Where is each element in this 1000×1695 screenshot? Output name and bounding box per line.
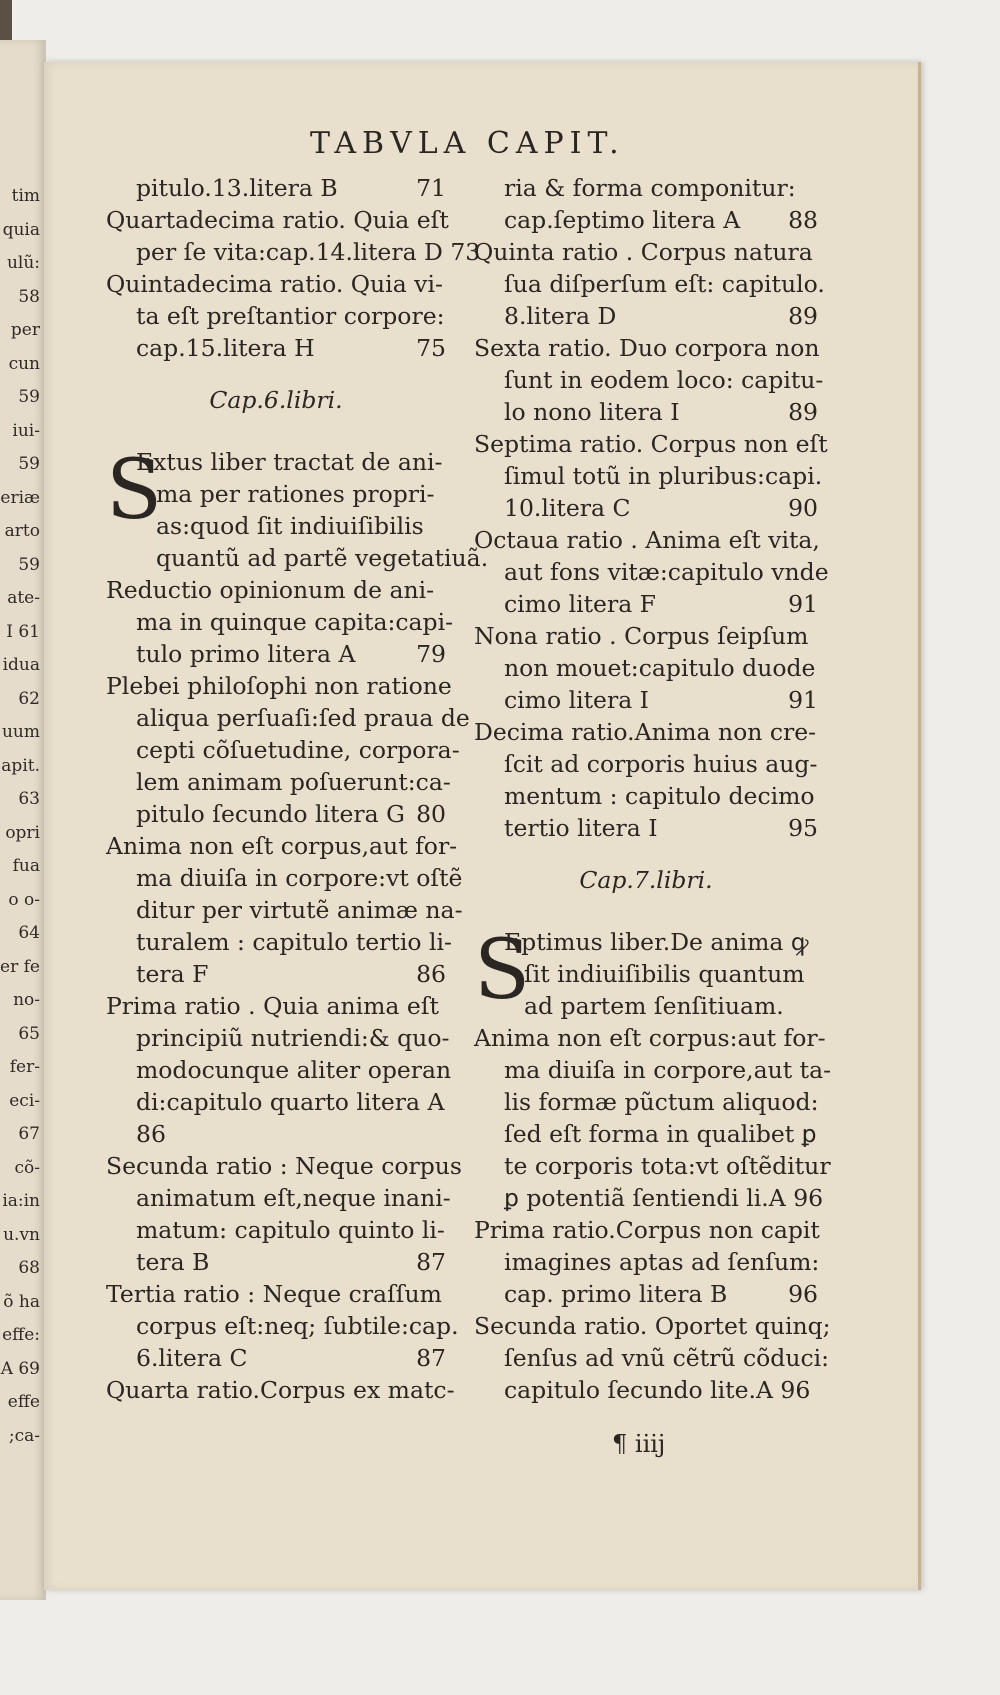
entry-text: cap. primo litera B (504, 1280, 728, 1308)
sliver-fragment: 68 (18, 1258, 40, 1278)
entry-text: cap.ſeptimo litera A (504, 206, 741, 234)
sliver-fragment: 59 (18, 554, 40, 575)
entry-page-number: 96 (788, 1280, 818, 1308)
index-entry-line (106, 1150, 462, 1182)
entry-text: non mouet:capitulo duode (504, 654, 816, 682)
index-entry-line (474, 1086, 818, 1118)
index-entry-line (106, 1310, 459, 1342)
intro-line: as:quod ſit indiuiſibilis (156, 512, 424, 540)
index-entry-line (106, 862, 463, 894)
intro-line: Eptimus liber.De anima ꝙ (504, 928, 809, 956)
index-entry-line (474, 1214, 818, 1246)
entry-text: pitulo ſecundo litera G (136, 800, 405, 828)
index-entry-line (474, 300, 818, 332)
sliver-fragment: cõ- (14, 1157, 40, 1178)
index-entry-line (474, 556, 829, 588)
entry-page-number: 79 (416, 640, 446, 668)
index-entry-line (106, 1214, 446, 1246)
index-entry-line (474, 460, 823, 492)
index-entry-line (474, 332, 818, 364)
entry-text: Decima ratio.Anima non cre- (474, 718, 817, 746)
index-entry-line (474, 1054, 832, 1086)
sliver-fragment: u.vn (3, 1224, 40, 1245)
entry-text: ſcit ad corporis huius aug- (504, 750, 818, 778)
entry-page-number: 71 (416, 174, 446, 202)
index-entry-line (474, 428, 828, 460)
sliver-fragment: õ ha (3, 1291, 40, 1312)
index-entry-line (106, 1086, 446, 1118)
index-entry-line (474, 1182, 824, 1214)
entry-text: ria & forma componitur: (504, 174, 796, 202)
entry-text: ſimul totũ in pluribus:capi. (504, 462, 823, 490)
index-entry-line (106, 1054, 452, 1086)
entry-page-number: 88 (788, 206, 818, 234)
sliver-fragment: arto (4, 521, 40, 541)
sliver-fragment: o o- (8, 889, 40, 910)
chapter-intro (474, 923, 818, 1022)
index-entry-line (106, 734, 460, 766)
entry-text: modocunque aliter operan (136, 1056, 452, 1084)
entry-text: ma diuiſa in corpore:vt oſtẽ (136, 864, 463, 892)
sliver-fragment: uum (1, 722, 40, 742)
intro-line: quantũ ad partẽ vegetatiuã. (156, 544, 489, 572)
index-entry-line (474, 1022, 826, 1054)
sliver-fragment: idua (2, 655, 40, 675)
intro-line: ma per rationes propri- (156, 480, 435, 508)
index-entry-line (474, 1278, 818, 1310)
chapter-intro (106, 443, 489, 574)
sliver-fragment: opri (5, 822, 40, 843)
facing-page-text-sliver (0, 180, 40, 1580)
index-entry-line (106, 1022, 450, 1054)
chapter-heading: Cap.7.libri. (579, 866, 713, 894)
entry-text: per ſe vita:cap.14.litera D 73 (136, 238, 481, 266)
index-entry-line (474, 780, 818, 812)
entry-text: 8.litera D (504, 302, 617, 330)
sliver-fragment: apit. (1, 755, 40, 776)
entry-page-number: 95 (788, 814, 818, 842)
index-entry-line (106, 1118, 446, 1150)
right-column (474, 172, 832, 1406)
sliver-fragment: tim (11, 186, 40, 206)
chapter-heading: Cap.6.libri. (209, 386, 343, 414)
entry-text: matum: capitulo quinto li- (136, 1216, 445, 1244)
index-entry-line (106, 1374, 455, 1406)
drop-cap-initial: S (474, 923, 531, 1018)
entry-text: Reductio opinionum de ani- (106, 576, 435, 604)
entry-text: Quinta ratio . Corpus natura (474, 238, 813, 266)
sliver-fragment: I 61 (6, 621, 40, 642)
index-entry-line (106, 1278, 446, 1310)
entry-text: ſenſus ad vnũ cẽtrũ cõduci: (504, 1344, 830, 1372)
index-entry-line (474, 204, 818, 236)
entry-text: Quintadecima ratio. Quia vi- (106, 270, 443, 298)
entry-page-number: 86 (416, 960, 446, 988)
entry-text: ꝑ potentiã ſentiendi li.A 96 (504, 1184, 824, 1212)
index-entry-line (106, 702, 470, 734)
left-column (106, 172, 489, 1406)
index-entry-line (106, 300, 446, 332)
sliver-fragment: 59 (18, 454, 40, 474)
entry-page-number: 91 (788, 686, 818, 714)
entry-text: corpus eſt:neq; ſubtile:cap. (136, 1312, 459, 1340)
entry-text: Secunda ratio. Oportet quinq; (474, 1312, 831, 1340)
entry-text: 6.litera C (136, 1344, 248, 1372)
index-entry-line (474, 1342, 830, 1374)
index-entry-line (106, 172, 446, 204)
entry-text: tera B (136, 1248, 210, 1276)
sliver-fragment: effe (7, 1392, 40, 1412)
index-entry-line (474, 620, 818, 652)
index-entry-line (474, 652, 818, 684)
entry-text: cap.15.litera H (136, 334, 315, 362)
entry-text: Anima non eſt corpus:aut for- (474, 1024, 826, 1052)
sliver-fragment: 62 (18, 688, 40, 709)
entry-text: tulo primo litera A (136, 640, 356, 668)
entry-text: principiũ nutriendi:& quo- (136, 1024, 450, 1052)
entry-text: cimo litera I (504, 686, 649, 714)
sliver-fragment: quia (2, 219, 40, 240)
index-entry-line (474, 812, 818, 844)
intro-line: ſit indiuiſibilis quantum (524, 960, 805, 988)
index-entry-line (474, 716, 818, 748)
entry-text: Prima ratio . Quia anima eſt (106, 992, 439, 1020)
entry-text: di:capitulo quarto litera A (136, 1088, 445, 1116)
index-entry-line (474, 1246, 818, 1278)
index-entry-line (106, 958, 446, 990)
entry-page-number: 90 (788, 494, 818, 522)
sliver-fragment: ;ca- (8, 1425, 40, 1446)
entry-text: cepti cõſuetudine, corpora- (136, 736, 460, 764)
index-entry-line (106, 204, 449, 236)
sliver-fragment: 65 (18, 1023, 40, 1044)
sliver-fragment: ia:in (2, 1191, 40, 1211)
signature-mark: ¶ iiij (612, 1430, 666, 1458)
entry-text: imagines aptas ad ſenſum: (504, 1248, 820, 1276)
entry-text: mentum : capitulo decimo (504, 782, 815, 810)
sliver-fragment: iui- (12, 420, 40, 441)
sliver-fragment: eriæ (0, 487, 40, 508)
entry-text: ſua diſperſum eſt: capitulo. (504, 270, 825, 298)
index-entry-line (474, 236, 818, 268)
sliver-fragment: effe: (2, 1325, 40, 1345)
entry-text: Quarta ratio.Corpus ex matc- (106, 1376, 455, 1404)
entry-text: capitulo ſecundo lite.A 96 (504, 1376, 811, 1404)
index-entry-line (106, 894, 463, 926)
entry-text: pitulo.13.litera B (136, 174, 338, 202)
sliver-fragment: 64 (18, 923, 40, 943)
index-entry-line (106, 670, 452, 702)
entry-page-number: 87 (416, 1344, 446, 1372)
entry-text: Plebei philoſophi non ratione (106, 672, 452, 700)
index-entry-line (474, 268, 825, 300)
index-entry-line (474, 588, 818, 620)
index-entry-line (474, 1374, 818, 1406)
index-entry-line (474, 524, 818, 556)
entry-text: lem animam poſuerunt:ca- (136, 768, 451, 796)
index-entry-line (106, 1182, 451, 1214)
sliver-fragment: per (10, 320, 40, 340)
index-entry-line (106, 766, 451, 798)
entry-page-number: 80 (416, 800, 446, 828)
entry-page-number: 87 (416, 1248, 446, 1276)
entry-text: Prima ratio.Corpus non capit (474, 1216, 820, 1244)
index-entry-line (474, 748, 818, 780)
entry-text: Quartadecima ratio. Quia eſt (106, 206, 449, 234)
index-entry-line (106, 332, 446, 364)
entry-page-number: 89 (788, 302, 818, 330)
sliver-fragment: er fe (0, 956, 40, 977)
index-entry-line (106, 236, 481, 268)
intro-line: ad partem ſenſitiuam. (524, 992, 784, 1020)
index-entry-line (106, 926, 452, 958)
sliver-fragment: fua (12, 856, 40, 876)
sliver-fragment: no- (13, 990, 40, 1010)
entry-text: ma in quinque capita:capi- (136, 608, 454, 636)
index-entry-line (474, 1118, 818, 1150)
sliver-fragment: 67 (18, 1124, 40, 1144)
sliver-fragment: ate- (7, 588, 40, 608)
entry-text: 86 (136, 1120, 166, 1148)
sliver-fragment: 58 (18, 286, 40, 307)
entry-text: Octaua ratio . Anima eſt vita, (474, 526, 820, 554)
entry-text: ta eſt preſtantior corpore: (136, 302, 445, 330)
entry-text: te corporis tota:vt oſtẽditur (504, 1152, 831, 1180)
entry-text: lis formæ pũctum aliquod: (504, 1088, 819, 1116)
entry-text: 10.litera C (504, 494, 631, 522)
drop-cap-initial: S (106, 443, 163, 538)
index-entry-line (106, 990, 446, 1022)
entry-text: Sexta ratio. Duo corpora non (474, 334, 820, 362)
sliver-fragment: eci- (9, 1090, 40, 1111)
entry-text: Tertia ratio : Neque craſſum (106, 1280, 442, 1308)
page-header: TABVLA CAPIT. (310, 126, 625, 161)
entry-text: tera F (136, 960, 209, 988)
index-entry-line (106, 606, 454, 638)
entry-text: Secunda ratio : Neque corpus (106, 1152, 462, 1180)
index-entry-line (474, 172, 818, 204)
intro-line: Extus liber tractat de ani- (136, 448, 443, 476)
index-entry-line (106, 830, 458, 862)
entry-text: animatum eſt,neque inani- (136, 1184, 451, 1212)
index-entry-line (106, 798, 446, 830)
index-entry-line (474, 684, 818, 716)
entry-text: ditur per virtutẽ animæ na- (136, 896, 463, 924)
index-entry-line (474, 1310, 831, 1342)
entry-text: Anima non eſt corpus,aut for- (106, 832, 458, 860)
entry-page-number: 91 (788, 590, 818, 618)
entry-text: ma diuiſa in corpore,aut ta- (504, 1056, 832, 1084)
index-entry-line (106, 1342, 446, 1374)
entry-text: turalem : capitulo tertio li- (136, 928, 452, 956)
sliver-fragment: fer- (9, 1057, 40, 1077)
sliver-fragment: cun (8, 353, 40, 374)
index-entry-line (106, 574, 446, 606)
entry-text: lo nono litera I (504, 398, 680, 426)
index-entry-line (106, 1246, 446, 1278)
index-entry-line (474, 492, 818, 524)
sliver-fragment: 63 (18, 789, 40, 809)
entry-text: cimo litera F (504, 590, 656, 618)
sliver-fragment: 59 (18, 387, 40, 407)
index-entry-line (474, 396, 818, 428)
index-entry-line (106, 268, 446, 300)
sliver-fragment: ulũ: (6, 253, 40, 273)
entry-page-number: 89 (788, 398, 818, 426)
sliver-fragment: A 69 (0, 1358, 40, 1379)
entry-text: ſed eſt forma in qualibet ꝑ (504, 1120, 817, 1148)
entry-text: aut fons vitæ:capitulo vnde (504, 558, 829, 586)
entry-text: aliqua perſuaſi:ſed praua de (136, 704, 470, 732)
index-entry-line (474, 364, 824, 396)
index-entry-line (106, 638, 446, 670)
entry-text: Septima ratio. Corpus non eſt (474, 430, 828, 458)
entry-text: tertio litera I (504, 814, 658, 842)
entry-text: ſunt in eodem loco: capitu- (504, 366, 824, 394)
entry-page-number: 75 (416, 334, 446, 362)
entry-text: Nona ratio . Corpus ſeipſum (474, 622, 809, 650)
index-entry-line (474, 1150, 831, 1182)
